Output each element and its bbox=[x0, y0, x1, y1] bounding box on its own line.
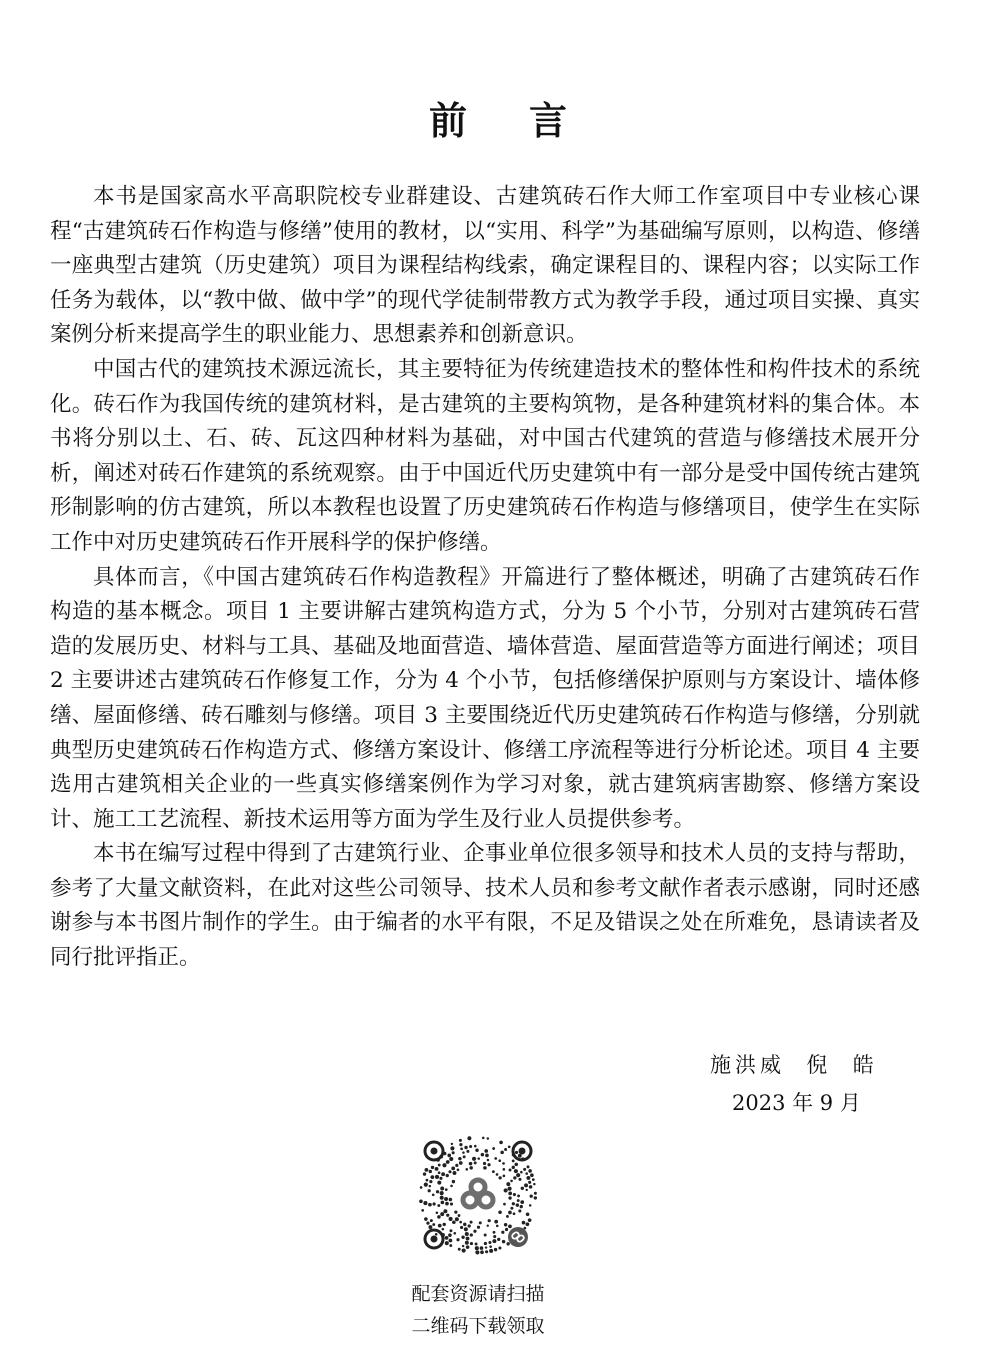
qr-dot bbox=[465, 1241, 469, 1245]
qr-dot bbox=[508, 1187, 512, 1191]
qr-dot bbox=[500, 1151, 504, 1155]
qr-dot bbox=[454, 1211, 457, 1214]
publication-date: 2023 年 9 月 bbox=[732, 1091, 861, 1115]
qr-dot bbox=[425, 1168, 429, 1172]
paragraph-2: 中国古代的建筑技术源远流长，其主要特征为传统建造技术的整体性和构件技术的系统化。砖石作为我国传统的建筑材料，是古建筑的主要构筑物，是各种建筑材料的集合体。本书将分别以土、石、砖、瓦这四种材料为基础，对中国古代建筑的营造与修缮技术展开分析，阐述对砖石作建筑的系统观察。由于中国近代历史建筑中有一部分是受中国传统古建筑形制影响的仿古建筑，所以本教程也设置了历史建筑砖石作构造与修缮项目，使学生在实际工作中对历史建筑砖石作开展科学的保护修缮。 bbox=[50, 356, 920, 555]
qr-dot bbox=[450, 1146, 454, 1150]
qr-dot bbox=[474, 1145, 477, 1148]
qr-dot bbox=[534, 1192, 537, 1195]
qr-dot bbox=[494, 1220, 498, 1224]
qr-dot bbox=[448, 1170, 451, 1173]
qr-dot bbox=[459, 1221, 462, 1224]
qr-dot bbox=[452, 1151, 455, 1154]
qr-dot bbox=[446, 1160, 450, 1164]
qr-dot bbox=[508, 1191, 512, 1195]
qr-dot bbox=[516, 1203, 519, 1206]
qr-dot bbox=[461, 1236, 464, 1239]
qr-dot bbox=[458, 1214, 461, 1217]
qr-dot bbox=[513, 1176, 516, 1179]
qr-dot bbox=[501, 1231, 504, 1234]
qr-dot bbox=[437, 1181, 441, 1185]
qr-dot bbox=[475, 1243, 478, 1246]
qr-dot bbox=[515, 1151, 518, 1154]
qr-dot bbox=[487, 1137, 490, 1140]
qr-dot bbox=[472, 1157, 476, 1161]
qr-dot bbox=[489, 1249, 493, 1253]
qr-dot bbox=[442, 1228, 445, 1231]
qr-dot bbox=[438, 1224, 442, 1228]
qr-dot bbox=[488, 1241, 491, 1244]
qr-dot bbox=[426, 1222, 429, 1225]
qr-dot bbox=[493, 1231, 496, 1234]
qr-dot bbox=[494, 1157, 497, 1160]
qr-dot bbox=[518, 1178, 521, 1181]
qr-dot bbox=[459, 1161, 463, 1165]
qr-dot bbox=[435, 1233, 438, 1236]
qr-dot bbox=[498, 1210, 502, 1214]
qr-dot bbox=[441, 1172, 445, 1176]
qr-dot bbox=[485, 1154, 489, 1158]
qr-dot bbox=[523, 1168, 526, 1171]
qr-dot bbox=[452, 1220, 456, 1224]
qr-dot bbox=[431, 1166, 434, 1169]
qr-dot bbox=[475, 1250, 479, 1254]
qr-dot bbox=[438, 1171, 441, 1174]
qr-dot bbox=[508, 1196, 511, 1199]
qr-dot bbox=[489, 1245, 492, 1248]
qr-dot bbox=[433, 1202, 436, 1205]
qr-dot bbox=[466, 1245, 470, 1249]
qr-dot bbox=[449, 1157, 453, 1161]
qr-dot bbox=[517, 1195, 520, 1198]
qr-dot bbox=[441, 1201, 445, 1205]
qr-dot bbox=[449, 1198, 453, 1202]
qr-dot bbox=[487, 1224, 489, 1226]
qr-dot bbox=[513, 1193, 516, 1196]
qr-dot bbox=[484, 1242, 487, 1245]
qr-dot bbox=[440, 1191, 444, 1195]
qr-dot bbox=[485, 1250, 488, 1253]
qr-dot bbox=[484, 1233, 487, 1236]
qr-dot bbox=[439, 1177, 442, 1180]
qr-dot bbox=[446, 1174, 449, 1177]
qr-dot bbox=[512, 1202, 515, 1205]
qr-dot bbox=[444, 1197, 448, 1201]
qr-dot bbox=[503, 1168, 506, 1171]
qr-dot bbox=[509, 1169, 512, 1172]
qr-dot bbox=[451, 1166, 455, 1170]
qr-dot bbox=[487, 1163, 490, 1166]
qr-dot bbox=[485, 1246, 487, 1248]
qr-dot bbox=[448, 1233, 452, 1237]
qr-dot bbox=[464, 1227, 468, 1231]
qr-dot bbox=[462, 1151, 465, 1154]
qr-dot bbox=[533, 1183, 535, 1185]
qr-dot bbox=[513, 1212, 516, 1215]
qr-dot bbox=[469, 1145, 472, 1148]
qr-dot bbox=[428, 1225, 432, 1229]
author-names: 施洪威 倪 皓 bbox=[710, 1053, 878, 1077]
qr-dot bbox=[526, 1222, 530, 1226]
qr-dot bbox=[428, 1189, 431, 1192]
qr-dot bbox=[430, 1219, 433, 1222]
qr-dot bbox=[432, 1223, 435, 1226]
qr-dot bbox=[446, 1214, 449, 1217]
qr-dot bbox=[435, 1175, 439, 1179]
qr-dot bbox=[504, 1148, 507, 1151]
qr-dot bbox=[436, 1190, 439, 1193]
qr-dot bbox=[534, 1196, 537, 1199]
qr-dot bbox=[530, 1173, 534, 1177]
qr-dot bbox=[437, 1204, 440, 1207]
qr-dot bbox=[460, 1226, 463, 1229]
qr-dot bbox=[440, 1187, 444, 1191]
qr-dot bbox=[492, 1170, 495, 1173]
qr-dot bbox=[479, 1221, 482, 1224]
qr-dot bbox=[483, 1162, 486, 1165]
qr-dot bbox=[529, 1185, 533, 1189]
qr-dot bbox=[455, 1164, 458, 1167]
qr-dot bbox=[525, 1172, 528, 1175]
qr-dot bbox=[508, 1145, 511, 1148]
qr-dot bbox=[497, 1238, 500, 1241]
qr-dot bbox=[514, 1163, 518, 1167]
qr-dot bbox=[459, 1143, 462, 1146]
qr-dot bbox=[424, 1183, 428, 1187]
qr-dot bbox=[505, 1228, 508, 1231]
qr-caption-line-2: 二维码下载领取 bbox=[411, 1315, 545, 1337]
qr-dot bbox=[437, 1215, 441, 1219]
qr-dot bbox=[514, 1169, 518, 1173]
qr-dot bbox=[449, 1239, 453, 1243]
qr-dot bbox=[483, 1166, 487, 1170]
qr-dot bbox=[462, 1245, 464, 1247]
qr-dot bbox=[526, 1213, 530, 1217]
qr-dot bbox=[445, 1202, 449, 1206]
qr-dot bbox=[464, 1146, 467, 1149]
qr-dot bbox=[466, 1150, 469, 1153]
qr-dot bbox=[508, 1211, 512, 1215]
qr-dot bbox=[477, 1226, 480, 1229]
qr-dot bbox=[435, 1167, 439, 1171]
qr-dot bbox=[526, 1176, 530, 1180]
qr-dot bbox=[502, 1162, 505, 1165]
qr-dot bbox=[440, 1196, 444, 1200]
qr-code-icon[interactable] bbox=[416, 1133, 540, 1257]
qr-dot bbox=[492, 1239, 496, 1243]
qr-dot bbox=[445, 1188, 448, 1191]
qr-dot bbox=[510, 1207, 513, 1210]
qr-dot bbox=[477, 1157, 480, 1160]
qr-dot bbox=[469, 1166, 472, 1169]
qr-dot bbox=[443, 1209, 447, 1213]
qr-finder-center bbox=[431, 1148, 438, 1155]
qr-dot bbox=[449, 1244, 452, 1247]
qr-dot bbox=[459, 1139, 462, 1142]
qr-dot bbox=[456, 1238, 459, 1241]
qr-dot bbox=[503, 1203, 506, 1206]
qr-dot bbox=[506, 1242, 509, 1245]
qr-dot bbox=[487, 1159, 490, 1162]
qr-dot bbox=[436, 1211, 439, 1214]
paragraph-3: 具体而言，《中国古建筑砖石作构造教程》开篇进行了整体概述，明确了古建筑砖石作构造的基本概念。项目 1 主要讲解古建筑构造方式，分为 5 个小节，分别对古建筑砖石营造的发展历史、材料与工具、基础及地面营造、墙体营造、屋面营造等方面进行阐述；项目 2 主要讲述古建筑砖石作修复工作，分为 4 个小节，包括修缮保护原则与方案设计、墙体修缮、屋面修缮、砖石雕刻与修缮。项目 3 主要围绕近代历史建筑砖石作构造与修缮，分别就典型历史建筑砖石作构造方式、修缮方案设计、修缮工序流程等进行分析论述。项目 4 主要选用古建筑相关企业的一些真实修缮案例作为学习对象，就古建筑病害勘察、修缮方案设计、施工工艺流程、新技术运用等方面为学生及行业人员提供参考。 bbox=[50, 564, 920, 832]
qr-dot bbox=[528, 1218, 532, 1222]
qr-dot bbox=[492, 1147, 495, 1150]
qr-dot bbox=[474, 1161, 477, 1164]
qr-dot bbox=[493, 1235, 496, 1238]
qr-dot bbox=[455, 1217, 459, 1221]
qr-dot bbox=[451, 1143, 453, 1145]
qr-dot bbox=[528, 1169, 532, 1173]
qr-dot bbox=[503, 1175, 506, 1178]
qr-dot bbox=[482, 1137, 485, 1140]
qr-dot bbox=[512, 1159, 515, 1162]
qr-dot bbox=[510, 1180, 513, 1183]
qr-dot bbox=[529, 1204, 532, 1207]
qr-dot bbox=[524, 1183, 528, 1187]
qr-dot bbox=[518, 1209, 521, 1212]
qr-dot bbox=[475, 1246, 479, 1250]
qr-dot bbox=[504, 1188, 508, 1192]
qr-dot bbox=[450, 1185, 453, 1188]
qr-dot bbox=[457, 1168, 460, 1171]
qr-dot bbox=[504, 1223, 507, 1226]
signature-block bbox=[700, 1046, 900, 1122]
qr-dot bbox=[460, 1147, 463, 1150]
qr-dot bbox=[512, 1166, 515, 1169]
qr-dot bbox=[423, 1172, 426, 1175]
qr-dot bbox=[517, 1199, 520, 1202]
qr-dot bbox=[423, 1201, 427, 1205]
qr-dot bbox=[470, 1242, 473, 1245]
qr-dot bbox=[421, 1209, 424, 1212]
qr-dot bbox=[465, 1232, 469, 1236]
qr-dot bbox=[522, 1221, 526, 1225]
qr-dot bbox=[496, 1173, 499, 1176]
qr-dot bbox=[432, 1194, 435, 1197]
qr-dot bbox=[481, 1153, 485, 1157]
qr-dot bbox=[475, 1148, 478, 1151]
qr-dot bbox=[453, 1171, 457, 1175]
qr-dot bbox=[458, 1157, 461, 1160]
preface-body bbox=[50, 180, 920, 976]
qr-dot bbox=[449, 1217, 453, 1221]
qr-dot bbox=[445, 1241, 449, 1245]
qr-dot bbox=[480, 1246, 484, 1250]
qr-dot bbox=[463, 1223, 466, 1226]
qr-dot bbox=[488, 1219, 491, 1222]
qr-dot bbox=[466, 1237, 470, 1241]
qr-dot bbox=[516, 1173, 520, 1177]
qr-dot bbox=[452, 1180, 455, 1183]
qr-dot bbox=[520, 1200, 524, 1204]
qr-dot bbox=[428, 1203, 432, 1207]
qr-dot bbox=[450, 1202, 453, 1205]
qr-dot bbox=[520, 1171, 523, 1174]
page-title: 前言 bbox=[428, 98, 629, 144]
qr-dot bbox=[469, 1162, 473, 1166]
qr-dot bbox=[470, 1233, 473, 1236]
qr-dot bbox=[530, 1194, 533, 1197]
qr-dot bbox=[473, 1230, 476, 1233]
paragraph-1: 本书是国家高水平高职院校专业群建设、古建筑砖石作大师工作室项目中专业核心课程“古建筑砖石作构造与修缮”使用的教材，以“实用、科学”为基础编写原则，以构造、修缮一座典型古建筑（历史建筑）项目为课程结构线索，确定课程目的、课程内容；以实际工作任务为载体，以“教中做、做中学”的现代学徒制带教方式为教学手段，通过项目实操、真实案例分析来提高学生的职业能力、思想素养和创新意识。 bbox=[50, 184, 920, 348]
qr-dot bbox=[468, 1224, 471, 1227]
qr-dot bbox=[429, 1170, 432, 1173]
qr-dot bbox=[506, 1215, 509, 1218]
qr-dot bbox=[506, 1182, 510, 1186]
qr-dot bbox=[499, 1141, 503, 1145]
qr-dot bbox=[499, 1176, 502, 1179]
qr-dot bbox=[496, 1225, 499, 1228]
qr-dot bbox=[520, 1205, 523, 1208]
qr-dot bbox=[429, 1180, 432, 1183]
qr-dot bbox=[440, 1212, 444, 1216]
qr-dot bbox=[532, 1178, 535, 1181]
qr-finder-center bbox=[431, 1236, 438, 1243]
qr-dot bbox=[443, 1223, 446, 1226]
qr-dot bbox=[498, 1247, 501, 1250]
qr-dot bbox=[498, 1159, 501, 1162]
qr-dot bbox=[424, 1217, 428, 1221]
qr-dot bbox=[426, 1179, 429, 1182]
qr-dot bbox=[442, 1163, 446, 1167]
qr-caption-line-1: 配套资源请扫描 bbox=[411, 1283, 545, 1305]
qr-dot bbox=[494, 1248, 497, 1251]
qr-dot bbox=[521, 1187, 524, 1190]
qr-dot bbox=[453, 1232, 456, 1235]
qr-dot bbox=[526, 1189, 528, 1191]
qr-dot bbox=[484, 1149, 488, 1153]
qr-dot bbox=[502, 1240, 506, 1244]
qr-dot bbox=[419, 1200, 423, 1204]
paragraph-4: 本书在编写过程中得到了古建筑行业、企事业单位很多领导和技术人员的支持与帮助，参考了大量文献资料，在此对这些公司领导、技术人员和参考文献作者表示感谢，同时还感谢参与本书图片制作的学生。由于编者的水平有限，不足及错误之处在所难免，恳请读者及同行批评指正。 bbox=[50, 841, 920, 971]
qr-dot bbox=[463, 1155, 466, 1158]
qr-dot bbox=[420, 1186, 423, 1189]
qr-dot bbox=[462, 1249, 466, 1253]
qr-dot bbox=[528, 1181, 531, 1184]
qr-dot bbox=[429, 1185, 431, 1187]
qr-caption bbox=[0, 1278, 956, 1342]
qr-finder-center bbox=[519, 1148, 526, 1155]
qr-dot bbox=[458, 1248, 461, 1251]
qr-dot bbox=[527, 1165, 530, 1168]
qr-dot bbox=[438, 1164, 441, 1167]
qr-dot bbox=[480, 1250, 484, 1254]
qr-dot bbox=[467, 1136, 471, 1140]
qr-dot bbox=[466, 1168, 469, 1171]
qr-dot bbox=[445, 1236, 449, 1240]
qr-dot bbox=[508, 1225, 512, 1229]
qr-dot bbox=[449, 1229, 452, 1232]
qr-dot bbox=[430, 1175, 434, 1179]
qr-dot bbox=[470, 1221, 473, 1224]
qr-dot bbox=[447, 1154, 451, 1158]
